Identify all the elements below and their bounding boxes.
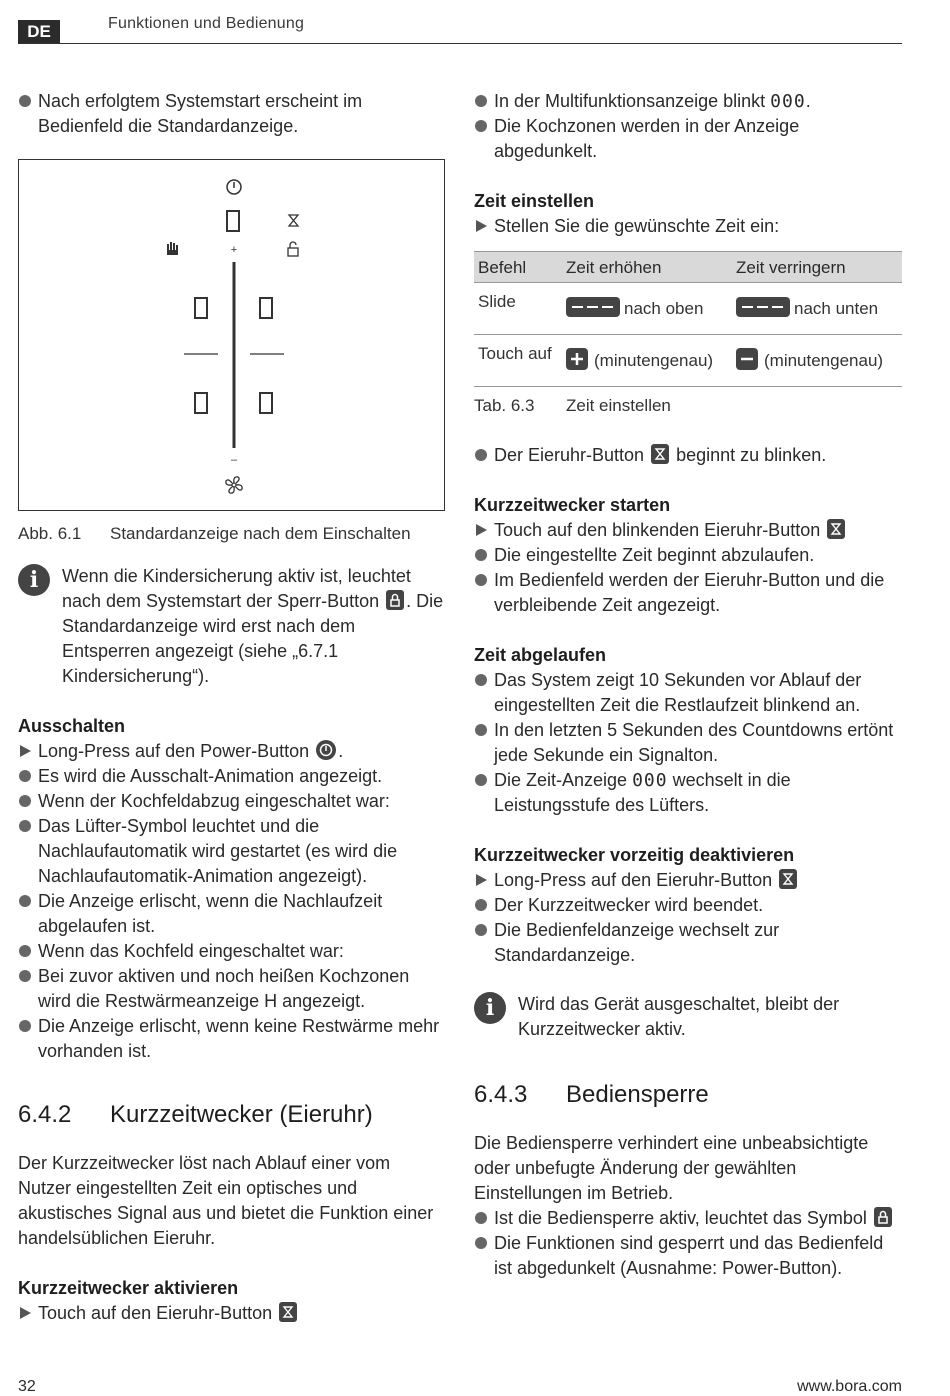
table-row <box>474 283 902 335</box>
bullet-text: In der Multifunktionsanzeige blinkt <box>494 91 766 111</box>
bullet-text: Ist die Bediensperre aktiv, leuchtet das Symbol <box>494 1208 867 1228</box>
right-column <box>474 89 904 1281</box>
digit-front-left <box>195 298 207 318</box>
power-icon <box>316 740 336 760</box>
bullet-sperre-aktiv <box>474 1206 904 1231</box>
bullet-zeit-anzeige <box>474 768 904 818</box>
table-caption-num: Tab. 6.3 <box>474 396 535 415</box>
figure-caption-num: Abb. 6.1 <box>18 524 82 543</box>
bullet-standardanzeige: Die Bedienfeldanzeige wechselt zur Standardanzeige. <box>474 918 904 968</box>
bullet-kochfeldabzug: Wenn der Kochfeldabzug eingeschaltet war: <box>18 789 446 814</box>
fan-icon <box>226 477 242 493</box>
section-num: 6.4.3 <box>474 1081 528 1108</box>
info-icon: i <box>474 992 506 1024</box>
section-title-text: Kurzzeitwecker (Eieruhr) <box>110 1101 373 1128</box>
heading-deaktivieren: Kurzzeitwecker vorzeitig deaktivieren <box>474 845 795 865</box>
bullet-animation: Es wird die Ausschalt-Animation angezeigt. <box>18 764 446 789</box>
info-note-timer <box>474 992 904 1042</box>
bullet-text: Der Eieruhr-Button <box>494 445 645 465</box>
seg-display: 000 <box>632 770 668 791</box>
bullet-text: Die Zeit-Anzeige <box>494 770 628 790</box>
language-badge: DE <box>18 20 60 44</box>
action-touch-eieruhr <box>18 1301 446 1326</box>
panel-minus: – <box>230 454 238 466</box>
heading-ausschalten: Ausschalten <box>18 716 126 736</box>
section-title-text: Bediensperre <box>566 1081 709 1108</box>
figure-caption-text: Standardanzeige nach dem Einschalten <box>110 524 411 543</box>
digit-rear-right <box>260 393 272 413</box>
action-text: Long-Press auf den Power-Button <box>38 741 310 761</box>
panel-plus: + <box>230 244 238 256</box>
action-long-press-eieruhr <box>474 868 904 893</box>
intro-bullet: Nach erfolgtem Systemstart erscheint im Bedienfeld die Standardanzeige. <box>18 89 446 139</box>
cell-text: nach oben <box>624 299 704 318</box>
lock-icon <box>874 1207 892 1227</box>
action-text: Long-Press auf den Eieruhr-Button <box>494 870 773 890</box>
action-zeit-einstellen: Stellen Sie die gewünschte Zeit ein: <box>474 214 904 239</box>
section-paragraph: Der Kurzzeitwecker löst nach Ablauf einer vom Nutzer eingestellten Zeit ein optisches und akustisches Signal aus und bietet die Funktion einer handelsüblichen Eieruhr. <box>18 1153 434 1248</box>
bullet-multifunktion: In der Multifunktionsanzeige blinkt 000. <box>474 89 904 114</box>
cell-inc <box>562 283 732 335</box>
bullet-text: beginnt zu blinken. <box>676 445 827 465</box>
col-erhoehen: Zeit erhöhen <box>562 252 732 283</box>
seg-display: 000 <box>770 91 806 112</box>
info-note-text-1: Wenn die Kindersicherung aktiv ist, leuchtet nach dem Systemstart der Sperr-Button <box>62 566 411 611</box>
heading-zeit-einstellen: Zeit einstellen <box>474 191 595 211</box>
bullet-beendet: Der Kurzzeitwecker wird beendet. <box>474 893 904 918</box>
header-rule <box>18 43 902 44</box>
action-touch-blinking <box>474 518 904 543</box>
hourglass-icon <box>779 869 797 889</box>
hourglass-icon <box>651 444 669 464</box>
section-paragraph: Die Bediensperre verhindert eine unbeabsichtigte oder unbefugte Änderung der gewählten Einstellungen im Betrieb. <box>474 1133 869 1203</box>
digit-rear-left <box>195 393 207 413</box>
digit-front-right <box>260 298 272 318</box>
figure-caption <box>18 521 446 546</box>
heading-starten: Kurzzeitwecker starten <box>474 495 671 515</box>
slide-icon <box>566 297 620 317</box>
bullet-text: wechselt in die Leistungsstufe des Lüfters. <box>494 770 791 815</box>
lock-icon <box>386 590 404 610</box>
section-title-643 <box>474 1082 904 1107</box>
bullet-blinken <box>474 443 904 468</box>
header-title: Funktionen und Bedienung <box>108 15 305 32</box>
heading-aktivieren: Kurzzeitwecker aktivieren <box>18 1278 239 1298</box>
info-note-text: Wird das Gerät ausgeschaltet, bleibt der Kurzzeitwecker aktiv. <box>518 994 840 1039</box>
info-icon: i <box>18 564 50 596</box>
table-caption-text: Zeit einstellen <box>566 396 671 415</box>
cell-text: nach unten <box>794 299 879 318</box>
bullet-erlischt: Die Anzeige erlischt, wenn keine Restwärme mehr vorhanden ist. <box>18 1014 446 1064</box>
info-note-text-2: . Die Standardanzeige wird erst nach dem Entsperren angezeigt (siehe „6.7.1 Kindersicherung“). <box>62 591 444 686</box>
cell-inc <box>562 335 732 387</box>
bullet-luefter: Das Lüfter-Symbol leuchtet und die Nachlaufautomatik wird gestartet (es wird die Nachlaufautomatik-Animation angezeigt). <box>18 814 446 889</box>
col-verringern: Zeit verringern <box>732 252 902 283</box>
section-num: 6.4.2 <box>18 1101 72 1128</box>
bullet-ablaufen: Die eingestellte Zeit beginnt abzulaufen. <box>474 543 904 568</box>
plus-icon <box>566 348 588 370</box>
table-caption <box>474 393 904 418</box>
bullet-bedienfeld: Im Bedienfeld werden der Eieruhr-Button und die verbleibende Zeit angezeigt. <box>474 568 904 618</box>
table-header-row <box>474 252 902 283</box>
section-title-642 <box>18 1102 446 1127</box>
heading-abgelaufen: Zeit abgelaufen <box>474 645 607 665</box>
bullet-kochfeld: Wenn das Kochfeld eingeschaltet war: <box>18 939 446 964</box>
bullet-restwaerme: Bei zuvor aktiven und noch heißen Kochzonen wird die Restwärmeanzeige H angezeigt. <box>18 964 446 1014</box>
power-icon <box>227 180 241 194</box>
minus-icon <box>736 348 758 370</box>
hand-icon <box>167 242 178 255</box>
bullet-kochzonen: Die Kochzonen werden in der Anzeige abgedunkelt. <box>474 114 904 164</box>
bullet-nachlaufzeit: Die Anzeige erlischt, wenn die Nachlaufzeit abgelaufen ist. <box>18 889 446 939</box>
action-text: Touch auf den Eieruhr-Button <box>38 1303 273 1323</box>
page-number: 32 <box>18 1378 36 1395</box>
col-befehl: Befehl <box>474 252 562 283</box>
cell-dec <box>732 283 902 335</box>
hourglass-icon <box>827 519 845 539</box>
panel-svg <box>19 160 444 510</box>
action-long-press-power: Long-Press auf den Power-Button . <box>18 739 446 764</box>
control-panel-figure <box>18 159 445 511</box>
hourglass-icon <box>289 215 298 226</box>
bullet-gesperrt: Die Funktionen sind gesperrt und das Bedienfeld ist abgedunkelt (Ausnahme: Power-Button). <box>474 1231 904 1281</box>
bullet-5-sekunden: In den letzten 5 Sekunden des Countdowns ertönt jede Sekunde ein Signalton. <box>474 718 904 768</box>
cell-cmd: Slide <box>474 283 562 335</box>
cell-text: (minutengenau) <box>764 351 884 370</box>
hourglass-icon <box>279 1302 297 1322</box>
cell-text: (minutengenau) <box>594 351 714 370</box>
footer-url[interactable]: www.bora.com <box>797 1378 902 1395</box>
action-text: Touch auf den blinkenden Eieruhr-Button <box>494 520 821 540</box>
slide-icon <box>736 297 790 317</box>
info-note-child-lock <box>18 564 446 689</box>
cell-dec <box>732 335 902 387</box>
table-row <box>474 335 902 387</box>
lock-icon <box>288 242 298 256</box>
time-table <box>474 251 902 387</box>
left-column <box>18 89 446 1326</box>
cell-cmd: Touch auf <box>474 335 562 387</box>
bullet-10-sekunden: Das System zeigt 10 Sekunden vor Ablauf der eingestellten Zeit die Restlaufzeit blinkend an. <box>474 668 904 718</box>
top-digit <box>227 211 239 231</box>
